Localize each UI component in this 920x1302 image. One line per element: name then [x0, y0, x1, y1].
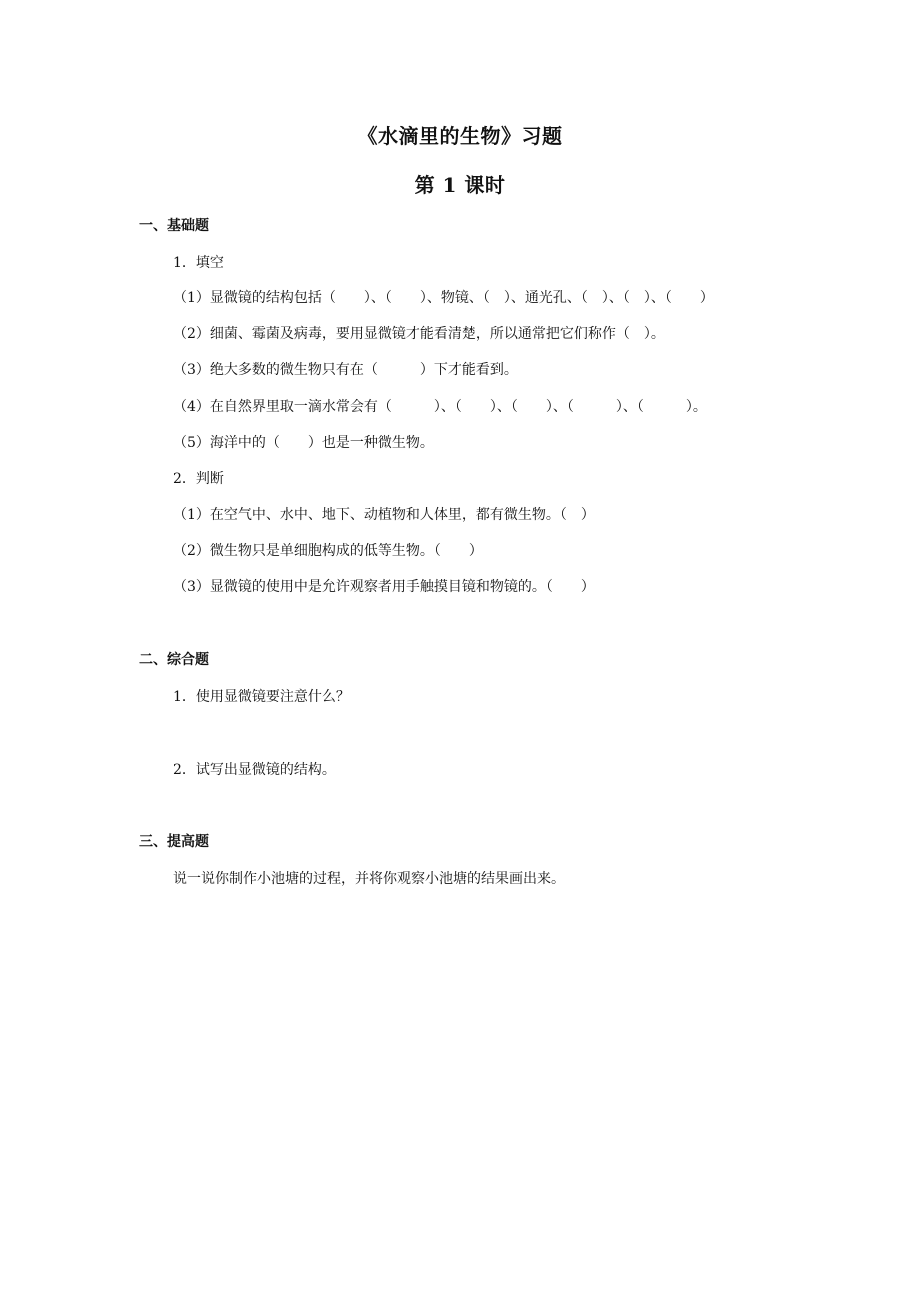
fill-blank-item-4: （4）在自然界里取一滴水常会有（ ）、（ ）、（ ）、（ ）、（ ）。	[173, 399, 707, 415]
fill-blank-item-2: （2）细菌、霉菌及病毒，要用显微镜才能看清楚，所以通常把它们称作（ ）。	[173, 326, 665, 342]
judge-item-1: （1）在空气中、水中、地下、动植物和人体里，都有微生物。（ ）	[173, 507, 595, 523]
section-heading-advanced: 三、提高题	[139, 834, 209, 850]
judge-item-3: （3）显微镜的使用中是允许观察者用手触摸目镜和物镜的。（ ）	[173, 579, 595, 595]
fill-blank-item-5: （5）海洋中的（ ）也是一种微生物。	[173, 435, 434, 451]
fill-blank-item-3: （3）绝大多数的微生物只有在（ ）下才能看到。	[173, 362, 518, 378]
section-heading-basic: 一、基础题	[139, 218, 209, 234]
judge-item-2: （2）微生物只是单细胞构成的低等生物。（ ）	[173, 543, 483, 559]
page-title: 《水滴里的生物》习题	[357, 124, 563, 148]
comprehensive-question-2: 2．试写出显微镜的结构。	[173, 762, 336, 778]
advanced-question: 说一说你制作小池塘的过程，并将你观察小池塘的结果画出来。	[173, 871, 565, 887]
question-fill-blank-label: 1．填空	[173, 255, 224, 271]
section-heading-comprehensive: 二、综合题	[139, 652, 209, 668]
question-judge-label: 2．判断	[173, 471, 224, 487]
fill-blank-item-1: （1）显微镜的结构包括（ ）、（ ）、物镜、（ ）、通光孔、（ ）、（ ）、（ ）	[173, 290, 714, 306]
lesson-subtitle: 第 1 课时	[414, 173, 506, 197]
comprehensive-question-1: 1．使用显微镜要注意什么？	[173, 689, 350, 705]
